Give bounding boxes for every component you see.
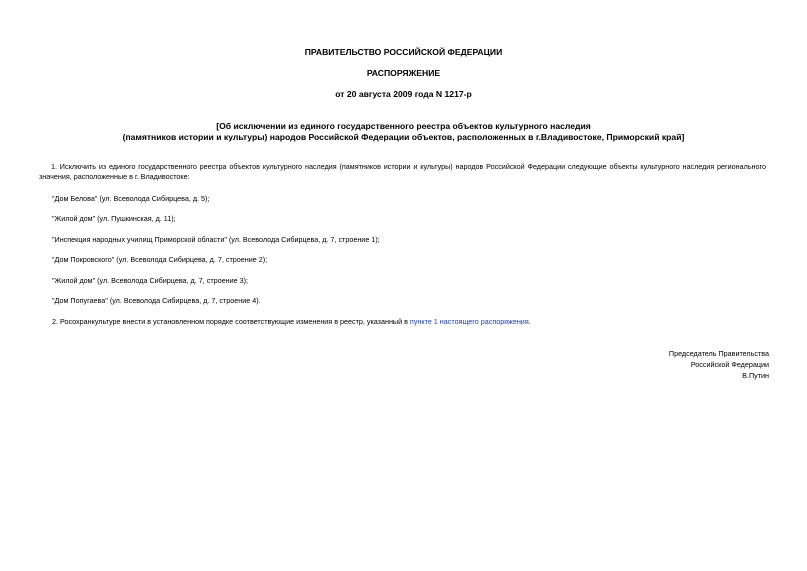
list-item: "Инспекция народных училищ Приморской области" (ул. Всеволода Сибирцева, д. 7, строение 1); bbox=[52, 235, 380, 244]
list-item: "Жилой дом" (ул. Пушкинская, д. 11); bbox=[52, 214, 176, 223]
document-type: РАСПОРЯЖЕНИЕ bbox=[366, 68, 441, 78]
paragraph-2-end: . bbox=[528, 317, 531, 326]
list-item: "Дом Белова" (ул. Всеволода Сибирцева, д. 5); bbox=[52, 194, 210, 203]
document-date-number: от 20 августа 2009 года N 1217-р bbox=[335, 89, 472, 99]
issuing-authority: ПРАВИТЕЛЬСТВО РОССИЙСКОЙ ФЕДЕРАЦИИ bbox=[304, 47, 503, 57]
paragraph-2-text: 2. Росохранкультуре внести в установленном порядке соответствующие изменения в реестр, указанный в bbox=[52, 317, 410, 326]
signature-title-line-1: Председатель Правительства bbox=[668, 349, 769, 358]
list-item: "Дом Попугаева" (ул. Всеволода Сибирцева, д. 7, строение 4). bbox=[52, 296, 261, 305]
list-item: "Жилой дом" (ул. Всеволода Сибирцева, д. 7, строение 3); bbox=[52, 276, 248, 285]
paragraph-2 bbox=[52, 317, 531, 327]
paragraph-1: 1. Исключить из единого государственного реестра объектов культурного наследия (памятников истории и культуры) народов Российской Федерации следующие объекты культурного наследия регионального значения, расположенные в г. Владивостоке: bbox=[39, 162, 766, 181]
document-title-line-1: [Об исключении из единого государственного реестра объектов культурного наследия bbox=[216, 121, 591, 131]
signature-title-line-2: Российской Федерации bbox=[690, 360, 769, 369]
signatory-name: В.Путин bbox=[742, 371, 769, 380]
clause-1-link[interactable]: пункте 1 настоящего распоряжения bbox=[409, 317, 529, 326]
document-title-line-2: (памятников истории и культуры) народов Российской Федерации объектов, расположенных в г.Владивостоке, Приморский край] bbox=[122, 132, 685, 142]
list-item: "Дом Покровского" (ул. Всеволода Сибирцева, д. 7, строение 2); bbox=[52, 255, 268, 264]
